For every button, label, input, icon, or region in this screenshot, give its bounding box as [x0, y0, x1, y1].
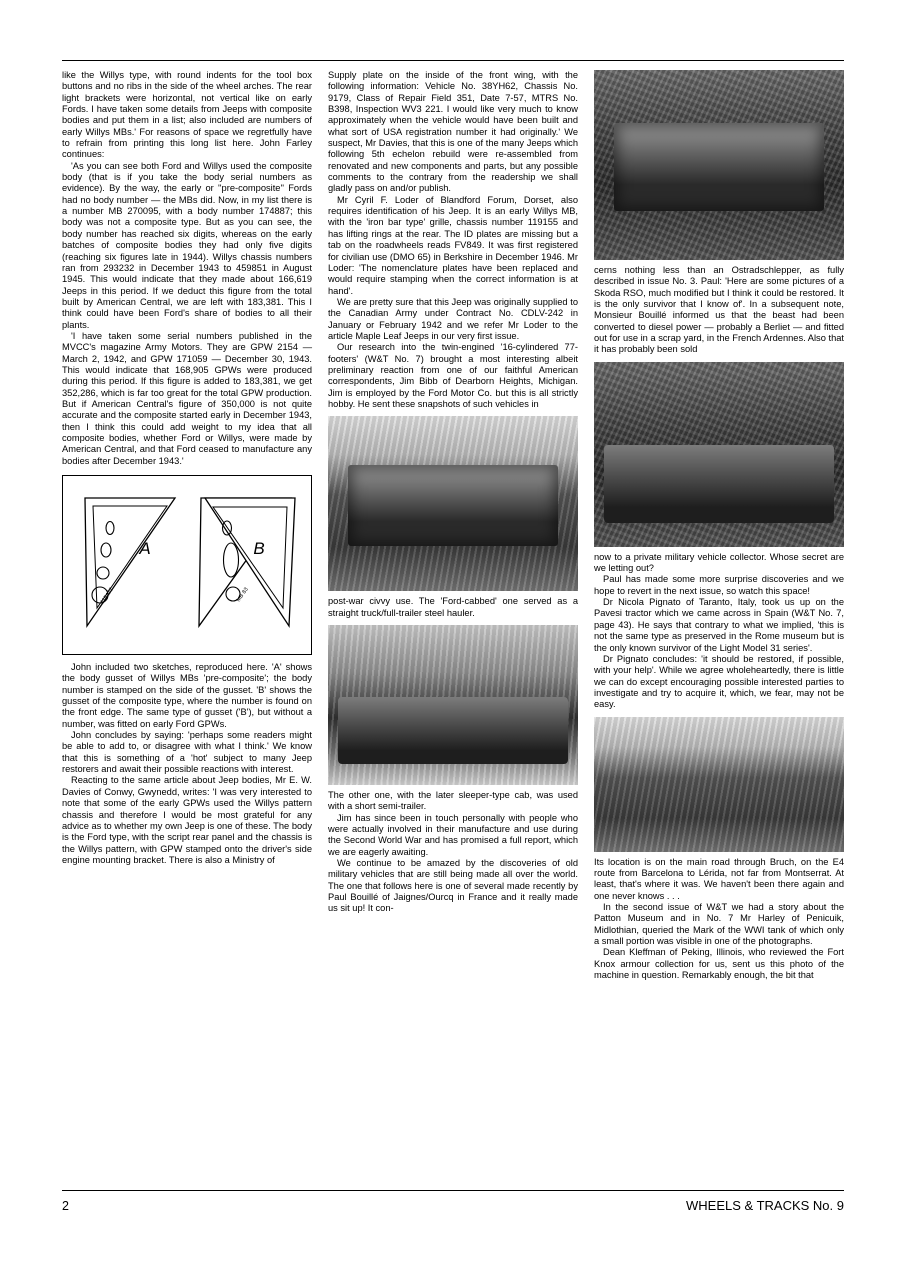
- paragraph: Dean Kleffman of Peking, Illinois, who reviewed the Fort Knox armour collection for us, sent us this photo of the machine in question. Remarkably enough, the bit that: [594, 947, 844, 980]
- paragraph: 'As you can see both Ford and Willys used the composite body (that is if you take the body serial numbers as evidence). By the way, the early or ''pre-composite'' Fords had no body number — the MBs did. Now, in my list there is a number MB 270095, with a body number 174887; this body was not a composite type. But as you can see, the body number has reached six digits, whereas on the early batches of composite bodies they had only five digits (reaching six figures late in 1944). Willys chassis numbers ran from 293232 in December 1943 to 459851 in August 1945. This would indicate that they made about 166,619 Jeeps in this period. If we deduct this figure from the total built by American Central, we are left with 183,381. This I think could have been Ford's share of bodies to all their plants.: [62, 160, 312, 330]
- paragraph: Jim has since been in touch personally with people who were actually involved in their manufacture and use during the Second World War and has promised a full report, which we are eagerly awaiting.: [328, 812, 578, 857]
- ford-cabbed-truck-trailer-photo: [328, 416, 578, 591]
- publication-title: WHEELS & TRACKS No. 9: [686, 1198, 844, 1213]
- paragraph: John concludes by saying: 'perhaps some readers might be able to add to, or disagree with what I think.' We know that this is something of a 'hot' subject to many Jeep restorers and await their possible reactions with interest.: [62, 730, 312, 775]
- page-footer: [62, 1198, 844, 1213]
- column-one: [62, 70, 312, 981]
- sketch-label-b: B: [253, 539, 265, 559]
- tracked-vehicle-detail-photo: [594, 362, 844, 547]
- paragraph: like the Willys type, with round indents for the tool box buttons and no ribs in the side of the wheel arches. The rear light brackets were horizontal, not vertical like on early Fords. I have taken some details from Jeeps with composite bodies and put them in a list; also included are numbers of early Willys MBs.' For reasons of space we regretfully have to refrain from printing this long list here. John Farley continues:: [62, 70, 312, 160]
- sketch-stamp-a: 115477: [99, 587, 115, 606]
- skoda-rso-truck-photo: [594, 70, 844, 260]
- sleeper-cab-truck-photo: [328, 625, 578, 785]
- column-three: [594, 70, 844, 981]
- paragraph: The other one, with the later sleeper-type cab, was used with a short semi-trailer.: [328, 790, 578, 812]
- paragraph: We are pretty sure that this Jeep was originally supplied to the Canadian Army under Contract No. CDLV-242 in January or February 1942 and we refer Mr Loder to the article Maple Leaf Jeeps in our very first issue.: [328, 296, 578, 341]
- paragraph: Dr Pignato concludes: 'it should be restored, if possible, with your help'. While we agree wholeheartedly, there is little we can do except encouraging possible interested parties to investigate and try to acquire it, which, we fear, may not be easy.: [594, 653, 844, 710]
- paragraph: In the second issue of W&T we had a story about the Patton Museum and in No. 7 Mr Harley of Penicuik, Midlothian, queried the Mark of the WWI tank of which only a small portion was visible in one of the photographs.: [594, 901, 844, 946]
- paragraph: Reacting to the same article about Jeep bodies, Mr E. W. Davies of Conwy, Gwynedd, writes: 'I was very interested to note that some of the early GPWs used the Willys pattern chassis and therefore I would be most grateful for any advice as to whether my own Jeep is one of these. The body is the Ford type, with the script rear panel and the chassis is the Willys pattern, with GPW stamped onto the driver's side engine mounting bracket. There is also a Ministry of: [62, 775, 312, 865]
- paragraph: Its location is on the main road through Bruch, on the E4 route from Barcelona to Lérida, not far from Montserrat. At least, that's where it was. We haven't been there again and one never knows . . .: [594, 856, 844, 901]
- paragraph: We continue to be amazed by the discoveries of old military vehicles that are still being made all over the world. The one that follows here is one of several made recently by Paul Bouillé of Jaignes/Ourcq in France and it really made us sit up! It con-: [328, 858, 578, 914]
- paragraph: Supply plate on the inside of the front wing, with the following information: Vehicle No. 38YH62, Chassis No. 9179, Class of Repair Field 351, Date 7-57, MTRS No. B398, Inspection WV3 221. I would like very much to know approximately when the vehicle would have been built and what sort of USA registration number it had originally.' We suspect, Mr Davies, that this is one of the many Jeeps which following 5th echelon rebuild were re-assembled from renovated and new components and parts, but any possible comments to the contrary from the readership we shall gladly pass on and/or publish.: [328, 70, 578, 194]
- paragraph: Dr Nicola Pignato of Taranto, Italy, took us up on the Pavesi tractor which we came across in Spain (W&T No. 7, page 43). He says that contrary to what we implied, 'this is not the same type as preserved in the Rome museum but is the only known survivor of the Light Model 31 series'.: [594, 597, 844, 653]
- paragraph: cerns nothing less than an Ostradschlepper, as fully described in issue No. 3. Paul: 'Here are some pictures of a Skoda RSO, much modified but I think it could be restored. It is the only survivor that I know of'. In a subsequent note, Monsieur Bouillé informed us that the beast had been converted to diesel power — probably a Berliet — and fitted out for use in a scrap yard, in the French Ardennes. Also that it has probably been sold: [594, 265, 844, 355]
- three-column-body: [62, 70, 844, 981]
- photo-caption: post-war civvy use. The 'Ford-cabbed' one served as a straight truck/full-trailer steel hauler.: [328, 596, 578, 618]
- sketch-label-a: A: [139, 539, 151, 559]
- gusset-sketch-diagram: [62, 475, 312, 655]
- paragraph: Our research into the twin-engined '16-cylindered 77-footers' (W&T No. 7) brought a most interesting albeit preliminary reaction from one of our faithful American correspondents, Jim Bibb of Dearborn Heights, Michigan. Jim is employed by the Ford Motor Co. but this is all strictly hobby. He sent these snapshots of such vehicles in: [328, 342, 578, 409]
- top-rule: [62, 60, 844, 61]
- column-two: [328, 70, 578, 981]
- pavesi-tractor-photo: [594, 717, 844, 852]
- page-number: 2: [62, 1198, 69, 1213]
- paragraph: Paul has made some more surprise discoveries and we hope to revert in the next issue, so watch this space!: [594, 574, 844, 596]
- paragraph: 'I have taken some serial numbers published in the MVCC's magazine Army Motors. They are GPW 2154 — March 2, 1942, and GPW 171059 — December 30, 1943. This would indicate that 168,905 GPWs were produced during this period. If this figure is added to 183,381, we get 352,286, which is far too great for the total GPW production. But if American Central's figure of 350,000 is not quite accurate and the composite started early in December 1943, then I think this could add weight to my idea that all composite bodies, whether Ford or Willys, were made by American Central, and that Ford ceased to manufacture any bodies after December 1943.': [62, 330, 312, 466]
- bottom-rule: [62, 1190, 844, 1191]
- paragraph: Mr Cyril F. Loder of Blandford Forum, Dorset, also requires identification of his Jeep. It is an early Willys MB, with the 'iron bar type' grille, chassis number 119155 and has lifting rings at the rear. The ID plates are missing but a tab on the roadwheels reads FV849. It was first registered for civilian use (DMO 65) in Berkshire in December 1946. Mr Loder: 'The nomenclature plates have been replaced and would require stamping when the correct information is at hand'.: [328, 194, 578, 296]
- paragraph: now to a private military vehicle collector. Whose secret are we letting out?: [594, 551, 844, 574]
- sketch-stamp-b: MB 83: [235, 586, 250, 604]
- paragraph: John included two sketches, reproduced here. 'A' shows the body gusset of Willys MBs 'pre-composite'; the body number is stamped on the side of the gusset. 'B' shows the gusset of the composite type, where the number is found on the front edge. The same type of gusset ('B'), but without a number, was fitted on early Ford GPWs.: [62, 662, 312, 729]
